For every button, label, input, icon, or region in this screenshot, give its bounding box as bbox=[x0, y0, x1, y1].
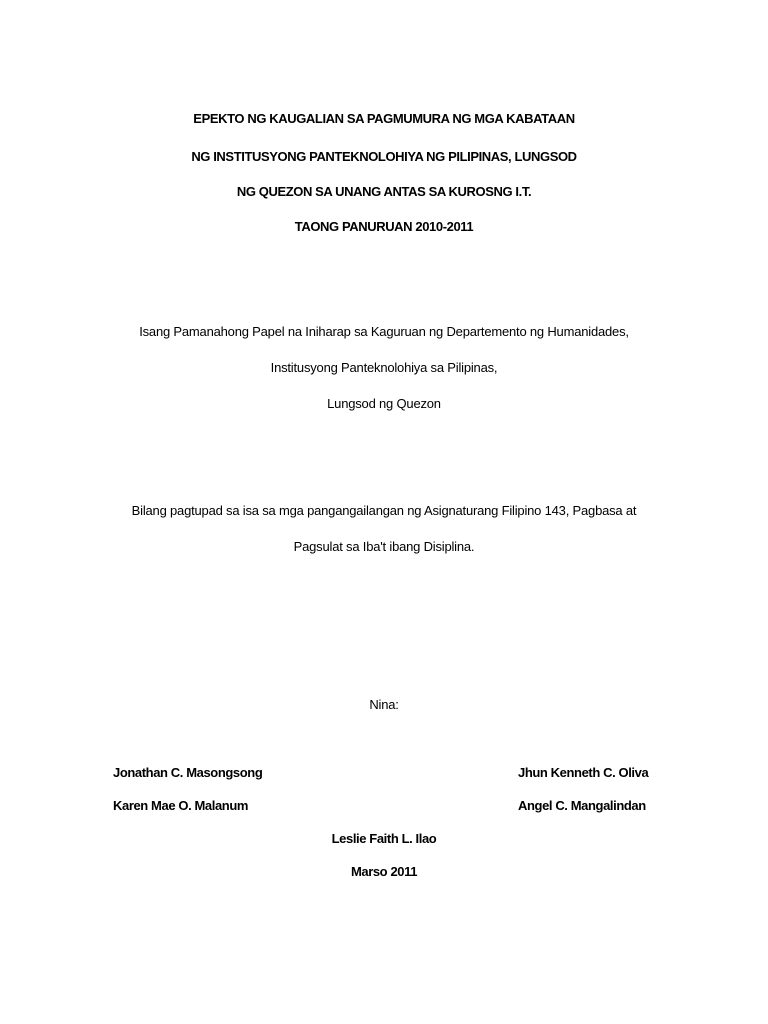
fulfillment-line-1: Bilang pagtupad sa isa sa mga pangangailangan ng Asignaturang Filipino 143, Pagbasa at bbox=[131, 503, 637, 518]
author-name: Leslie Faith L. Ilao bbox=[331, 831, 437, 846]
author-name: Angel C. Mangalindan bbox=[518, 798, 646, 813]
title-line-3: NG QUEZON SA UNANG ANTAS SA KUROSNG I.T. bbox=[236, 184, 532, 199]
author-name: Jhun Kenneth C. Oliva bbox=[518, 765, 649, 780]
by-label: Nina: bbox=[369, 697, 399, 712]
presentation-line-2: Institusyong Panteknolohiya sa Pilipinas, bbox=[270, 360, 498, 375]
submission-date: Marso 2011 bbox=[350, 864, 418, 879]
title-line-4: TAONG PANURUAN 2010-2011 bbox=[294, 219, 474, 234]
presentation-line-3: Lungsod ng Quezon bbox=[327, 396, 441, 411]
author-name: Jonathan C. Masongsong bbox=[113, 765, 263, 780]
author-name: Karen Mae O. Malanum bbox=[113, 798, 249, 813]
presentation-line-1: Isang Pamanahong Papel na Iniharap sa Kaguruan ng Departemento ng Humanidades, bbox=[139, 324, 629, 339]
title-line-2: NG INSTITUSYONG PANTEKNOLOHIYA NG PILIPINAS, LUNGSOD bbox=[191, 149, 577, 164]
fulfillment-line-2: Pagsulat sa Iba't ibang Disiplina. bbox=[293, 539, 475, 554]
title-line-1: EPEKTO NG KAUGALIAN SA PAGMUMURA NG MGA KABATAAN bbox=[193, 111, 575, 126]
